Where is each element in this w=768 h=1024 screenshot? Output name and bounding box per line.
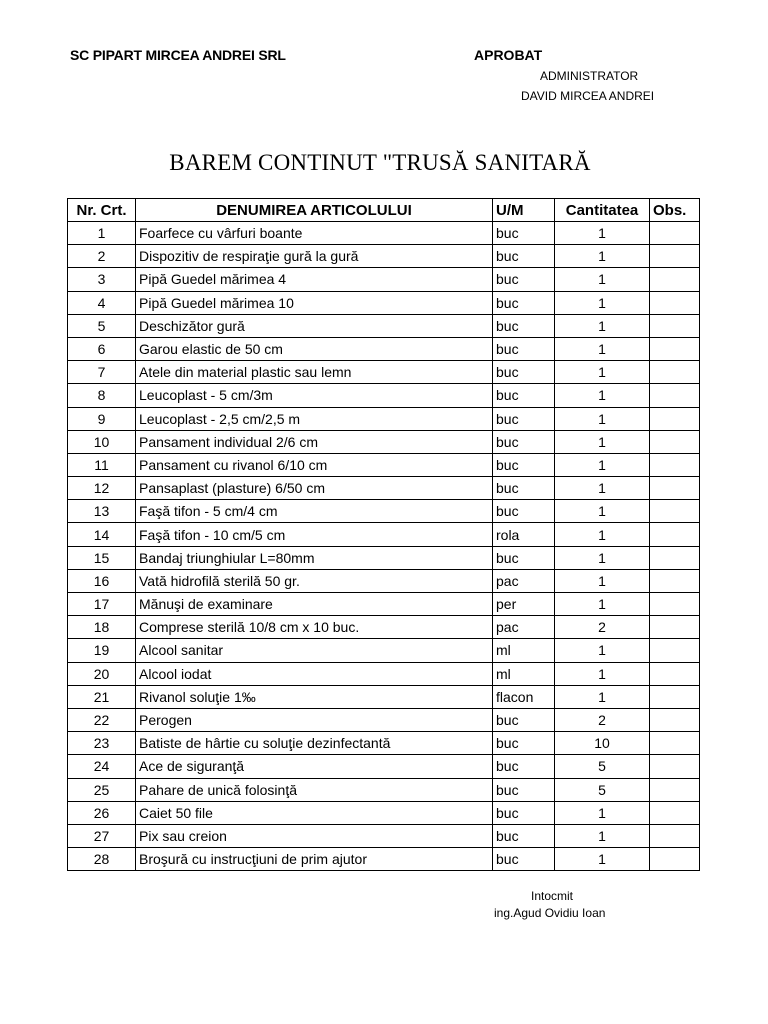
cell-nr: 13 (68, 500, 136, 523)
cell-nr: 18 (68, 616, 136, 639)
table-row (68, 337, 700, 360)
cell-unit: buc (493, 314, 555, 337)
cell-quantity: 1 (555, 245, 650, 268)
cell-item-name: Vată hidrofilă sterilă 50 gr. (136, 569, 493, 592)
cell-unit: buc (493, 755, 555, 778)
cell-quantity: 5 (555, 778, 650, 801)
cell-quantity: 1 (555, 824, 650, 847)
cell-nr: 11 (68, 453, 136, 476)
table-row (68, 569, 700, 592)
cell-item-name: Ace de siguranţă (136, 755, 493, 778)
cell-quantity: 1 (555, 407, 650, 430)
cell-item-name: Garou elastic de 50 cm (136, 337, 493, 360)
cell-nr: 24 (68, 755, 136, 778)
cell-quantity: 1 (555, 268, 650, 291)
cell-quantity: 1 (555, 500, 650, 523)
cell-item-name: Pansaplast (plasture) 6/50 cm (136, 477, 493, 500)
cell-nr: 3 (68, 268, 136, 291)
cell-quantity: 10 (555, 732, 650, 755)
cell-obs (650, 593, 700, 616)
cell-nr: 19 (68, 639, 136, 662)
cell-item-name: Bandaj triunghiular L=80mm (136, 546, 493, 569)
cell-quantity: 1 (555, 314, 650, 337)
cell-nr: 7 (68, 361, 136, 384)
cell-item-name: Pahare de unică folosinţă (136, 778, 493, 801)
cell-obs (650, 430, 700, 453)
cell-item-name: Alcool sanitar (136, 639, 493, 662)
cell-unit: pac (493, 569, 555, 592)
cell-nr: 16 (68, 569, 136, 592)
cell-unit: flacon (493, 685, 555, 708)
table-header-row (68, 199, 700, 222)
approval-label: APROBAT (474, 47, 543, 63)
items-table-body (68, 222, 700, 871)
prepared-by-label: Intocmit (531, 889, 574, 903)
table-row (68, 801, 700, 824)
company-name: SC PIPART MIRCEA ANDREI SRL (70, 47, 286, 63)
column-header-um: U/M (493, 199, 555, 222)
table-row (68, 546, 700, 569)
table-row (68, 755, 700, 778)
table-row (68, 477, 700, 500)
cell-nr: 23 (68, 732, 136, 755)
cell-unit: buc (493, 801, 555, 824)
cell-quantity: 1 (555, 523, 650, 546)
cell-nr: 6 (68, 337, 136, 360)
cell-quantity: 1 (555, 593, 650, 616)
cell-nr: 2 (68, 245, 136, 268)
cell-nr: 1 (68, 222, 136, 245)
table-row (68, 500, 700, 523)
cell-unit: pac (493, 616, 555, 639)
table-row (68, 616, 700, 639)
cell-unit: buc (493, 546, 555, 569)
cell-obs (650, 848, 700, 871)
table-row (68, 824, 700, 847)
cell-nr: 9 (68, 407, 136, 430)
cell-unit: ml (493, 639, 555, 662)
cell-quantity: 1 (555, 453, 650, 476)
cell-unit: buc (493, 848, 555, 871)
cell-obs (650, 546, 700, 569)
table-row (68, 848, 700, 871)
cell-unit: buc (493, 245, 555, 268)
cell-item-name: Deschizător gură (136, 314, 493, 337)
cell-quantity: 1 (555, 662, 650, 685)
cell-unit: per (493, 593, 555, 616)
cell-quantity: 1 (555, 477, 650, 500)
cell-obs (650, 500, 700, 523)
cell-nr: 4 (68, 291, 136, 314)
table-row (68, 453, 700, 476)
table-row (68, 407, 700, 430)
cell-unit: buc (493, 222, 555, 245)
cell-item-name: Rivanol soluţie 1‰ (136, 685, 493, 708)
cell-item-name: Pix sau creion (136, 824, 493, 847)
cell-item-name: Atele din material plastic sau lemn (136, 361, 493, 384)
cell-obs (650, 337, 700, 360)
column-header-nr: Nr. Crt. (68, 199, 136, 222)
cell-obs (650, 477, 700, 500)
cell-unit: buc (493, 732, 555, 755)
admin-role: ADMINISTRATOR (540, 69, 639, 83)
cell-obs (650, 685, 700, 708)
cell-obs (650, 523, 700, 546)
table-row (68, 778, 700, 801)
cell-obs (650, 407, 700, 430)
cell-obs (650, 755, 700, 778)
cell-nr: 26 (68, 801, 136, 824)
cell-item-name: Foarfece cu vârfuri boante (136, 222, 493, 245)
cell-obs (650, 801, 700, 824)
cell-unit: buc (493, 500, 555, 523)
cell-item-name: Pansament cu rivanol 6/10 cm (136, 453, 493, 476)
table-row (68, 685, 700, 708)
table-row (68, 593, 700, 616)
document-title: BAREM CONTINUT "TRUSĂ SANITARĂ (169, 150, 591, 175)
cell-item-name: Faşă tifon - 10 cm/5 cm (136, 523, 493, 546)
cell-obs (650, 222, 700, 245)
table-row (68, 314, 700, 337)
cell-unit: buc (493, 407, 555, 430)
cell-nr: 15 (68, 546, 136, 569)
cell-item-name: Broşură cu instrucţiuni de prim ajutor (136, 848, 493, 871)
cell-quantity: 2 (555, 616, 650, 639)
cell-item-name: Alcool iodat (136, 662, 493, 685)
cell-unit: buc (493, 361, 555, 384)
cell-quantity: 2 (555, 708, 650, 731)
cell-item-name: Faşă tifon - 5 cm/4 cm (136, 500, 493, 523)
cell-quantity: 1 (555, 546, 650, 569)
cell-quantity: 1 (555, 361, 650, 384)
cell-quantity: 1 (555, 222, 650, 245)
cell-nr: 17 (68, 593, 136, 616)
table-row (68, 291, 700, 314)
cell-unit: buc (493, 268, 555, 291)
cell-obs (650, 708, 700, 731)
table-row (68, 639, 700, 662)
table-row (68, 245, 700, 268)
table-row (68, 708, 700, 731)
table-row (68, 361, 700, 384)
cell-quantity: 1 (555, 430, 650, 453)
cell-item-name: Caiet 50 file (136, 801, 493, 824)
cell-quantity: 1 (555, 639, 650, 662)
cell-quantity: 1 (555, 801, 650, 824)
column-header-name: DENUMIREA ARTICOLULUI (136, 199, 493, 222)
cell-obs (650, 245, 700, 268)
cell-nr: 28 (68, 848, 136, 871)
cell-nr: 22 (68, 708, 136, 731)
prepared-by-name: ing.Agud Ovidiu Ioan (494, 906, 606, 920)
cell-quantity: 1 (555, 291, 650, 314)
cell-item-name: Leucoplast - 2,5 cm/2,5 m (136, 407, 493, 430)
cell-item-name: Mănuşi de examinare (136, 593, 493, 616)
cell-item-name: Pansament individual 2/6 cm (136, 430, 493, 453)
cell-unit: ml (493, 662, 555, 685)
cell-obs (650, 384, 700, 407)
cell-unit: buc (493, 708, 555, 731)
cell-obs (650, 361, 700, 384)
cell-unit: buc (493, 824, 555, 847)
cell-nr: 21 (68, 685, 136, 708)
cell-obs (650, 662, 700, 685)
items-table (67, 198, 700, 871)
cell-nr: 25 (68, 778, 136, 801)
cell-item-name: Pipă Guedel mărimea 10 (136, 291, 493, 314)
cell-unit: buc (493, 477, 555, 500)
cell-nr: 8 (68, 384, 136, 407)
cell-obs (650, 314, 700, 337)
cell-unit: buc (493, 384, 555, 407)
cell-nr: 12 (68, 477, 136, 500)
cell-unit: buc (493, 291, 555, 314)
cell-unit: buc (493, 430, 555, 453)
column-header-quantity: Cantitatea (555, 199, 650, 222)
cell-obs (650, 268, 700, 291)
cell-unit: buc (493, 778, 555, 801)
cell-item-name: Dispozitiv de respiraţie gură la gură (136, 245, 493, 268)
cell-item-name: Batiste de hârtie cu soluţie dezinfectantă (136, 732, 493, 755)
cell-obs (650, 639, 700, 662)
cell-item-name: Pipă Guedel mărimea 4 (136, 268, 493, 291)
cell-unit: rola (493, 523, 555, 546)
cell-quantity: 1 (555, 685, 650, 708)
table-row (68, 384, 700, 407)
table-row (68, 222, 700, 245)
cell-nr: 27 (68, 824, 136, 847)
table-row (68, 662, 700, 685)
cell-obs (650, 616, 700, 639)
column-header-obs: Obs. (650, 199, 700, 222)
cell-item-name: Leucoplast - 5 cm/3m (136, 384, 493, 407)
cell-nr: 14 (68, 523, 136, 546)
table-row (68, 430, 700, 453)
cell-quantity: 1 (555, 337, 650, 360)
cell-nr: 20 (68, 662, 136, 685)
cell-nr: 10 (68, 430, 136, 453)
admin-name: DAVID MIRCEA ANDREI (521, 89, 655, 103)
cell-unit: buc (493, 453, 555, 476)
cell-obs (650, 569, 700, 592)
table-row (68, 732, 700, 755)
cell-obs (650, 732, 700, 755)
cell-nr: 5 (68, 314, 136, 337)
table-row (68, 268, 700, 291)
cell-obs (650, 824, 700, 847)
table-row (68, 523, 700, 546)
cell-quantity: 1 (555, 569, 650, 592)
cell-obs (650, 453, 700, 476)
cell-item-name: Comprese sterilă 10/8 cm x 10 buc. (136, 616, 493, 639)
cell-quantity: 1 (555, 384, 650, 407)
cell-quantity: 1 (555, 848, 650, 871)
cell-item-name: Perogen (136, 708, 493, 731)
cell-quantity: 5 (555, 755, 650, 778)
cell-obs (650, 291, 700, 314)
cell-unit: buc (493, 337, 555, 360)
cell-obs (650, 778, 700, 801)
